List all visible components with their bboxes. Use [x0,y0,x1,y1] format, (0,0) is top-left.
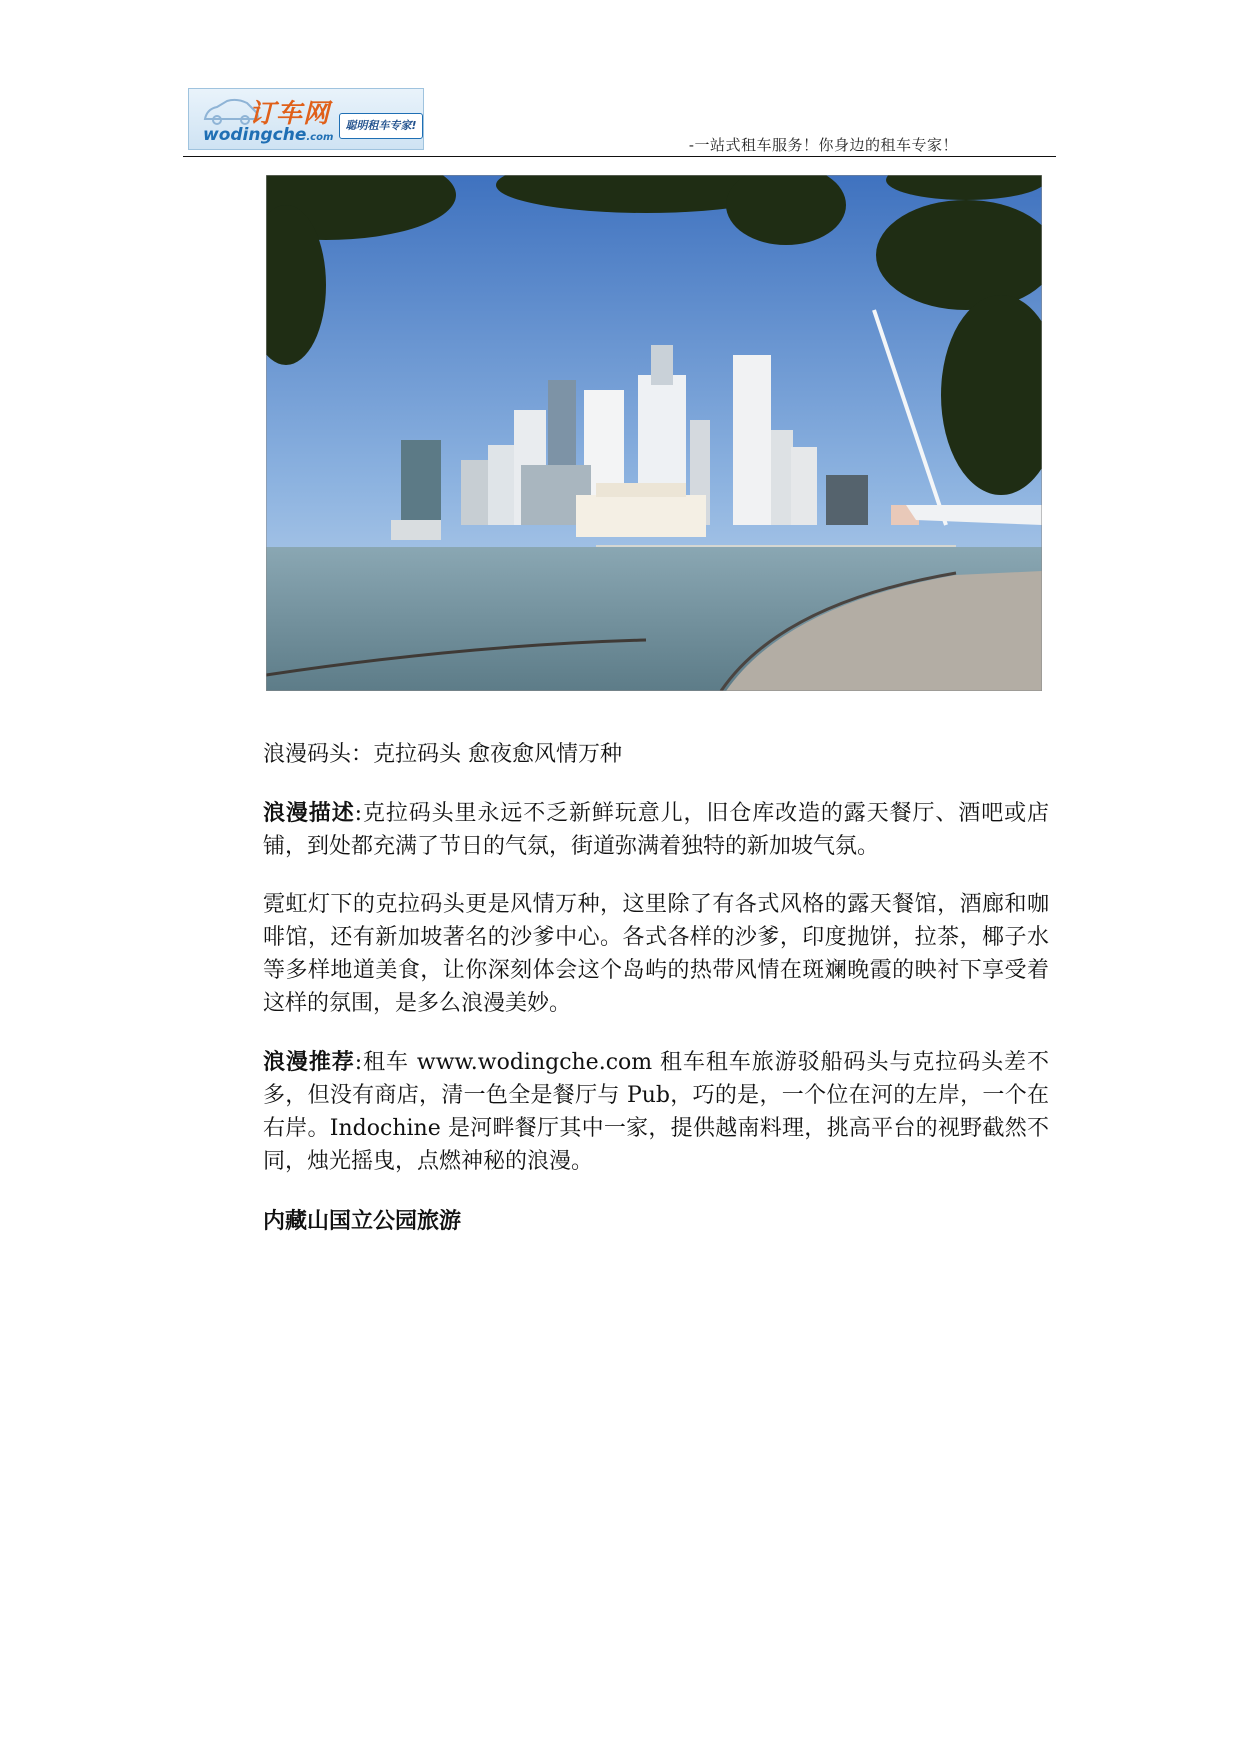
skyline-photo [266,175,1042,691]
romance-description [263,797,1049,863]
wodingche-logo[interactable] [188,88,424,150]
next-section-heading: 内藏山国立公园旅游 [263,1209,462,1234]
logo-brand-en-text: wodingche [203,125,307,145]
romance-recommendation [263,1046,1049,1178]
header-slogan: -一站式租车服务！你身边的租车专家！ [688,136,958,154]
logo-brand-en [203,125,333,145]
description-label: 浪漫描述 [263,801,355,826]
skyline-illustration [266,175,1042,691]
description-text: :克拉码头里永远不乏新鲜玩意儿，旧仓库改造的露天餐厅、酒吧或店铺，到处都充满了节日的气氛，街道弥满着独特的新加坡气氛。 [263,801,1049,859]
logo-brand-en-suffix: .com [306,132,334,143]
logo-tagline: 聪明租车专家! [339,113,423,139]
logo-brand-cn: 订车网 [249,99,331,129]
recommendation-label: 浪漫推荐 [263,1050,355,1075]
header-divider [183,156,1056,157]
recommendation-text: :租车 www.wodingche.com 租车租车旅游驳船码头与克拉码头差不多，但没有商店，清一色全是餐厅与 Pub，巧的是，一个位在河的左岸，一个在右岸。Indochine 是河畔餐厅其中一家，提供越南料理，挑高平台的视野截然不同，烛光摇曳，点燃神秘的浪漫。 [263,1050,1049,1174]
clarke-quay-paragraph: 霓虹灯下的克拉码头更是风情万种，这里除了有各式风格的露天餐馆，酒廊和咖啡馆，还有新加坡著名的沙爹中心。各式各样的沙爹，印度抛饼，拉茶，椰子水等多样地道美食，让你深刻体会这个岛屿的热带风情在斑斓晚霞的映衬下享受着这样的氛围，是多么浪漫美妙。 [263,892,1049,1016]
section-title: 浪漫码头：克拉码头 愈夜愈风情万种 [263,742,622,767]
